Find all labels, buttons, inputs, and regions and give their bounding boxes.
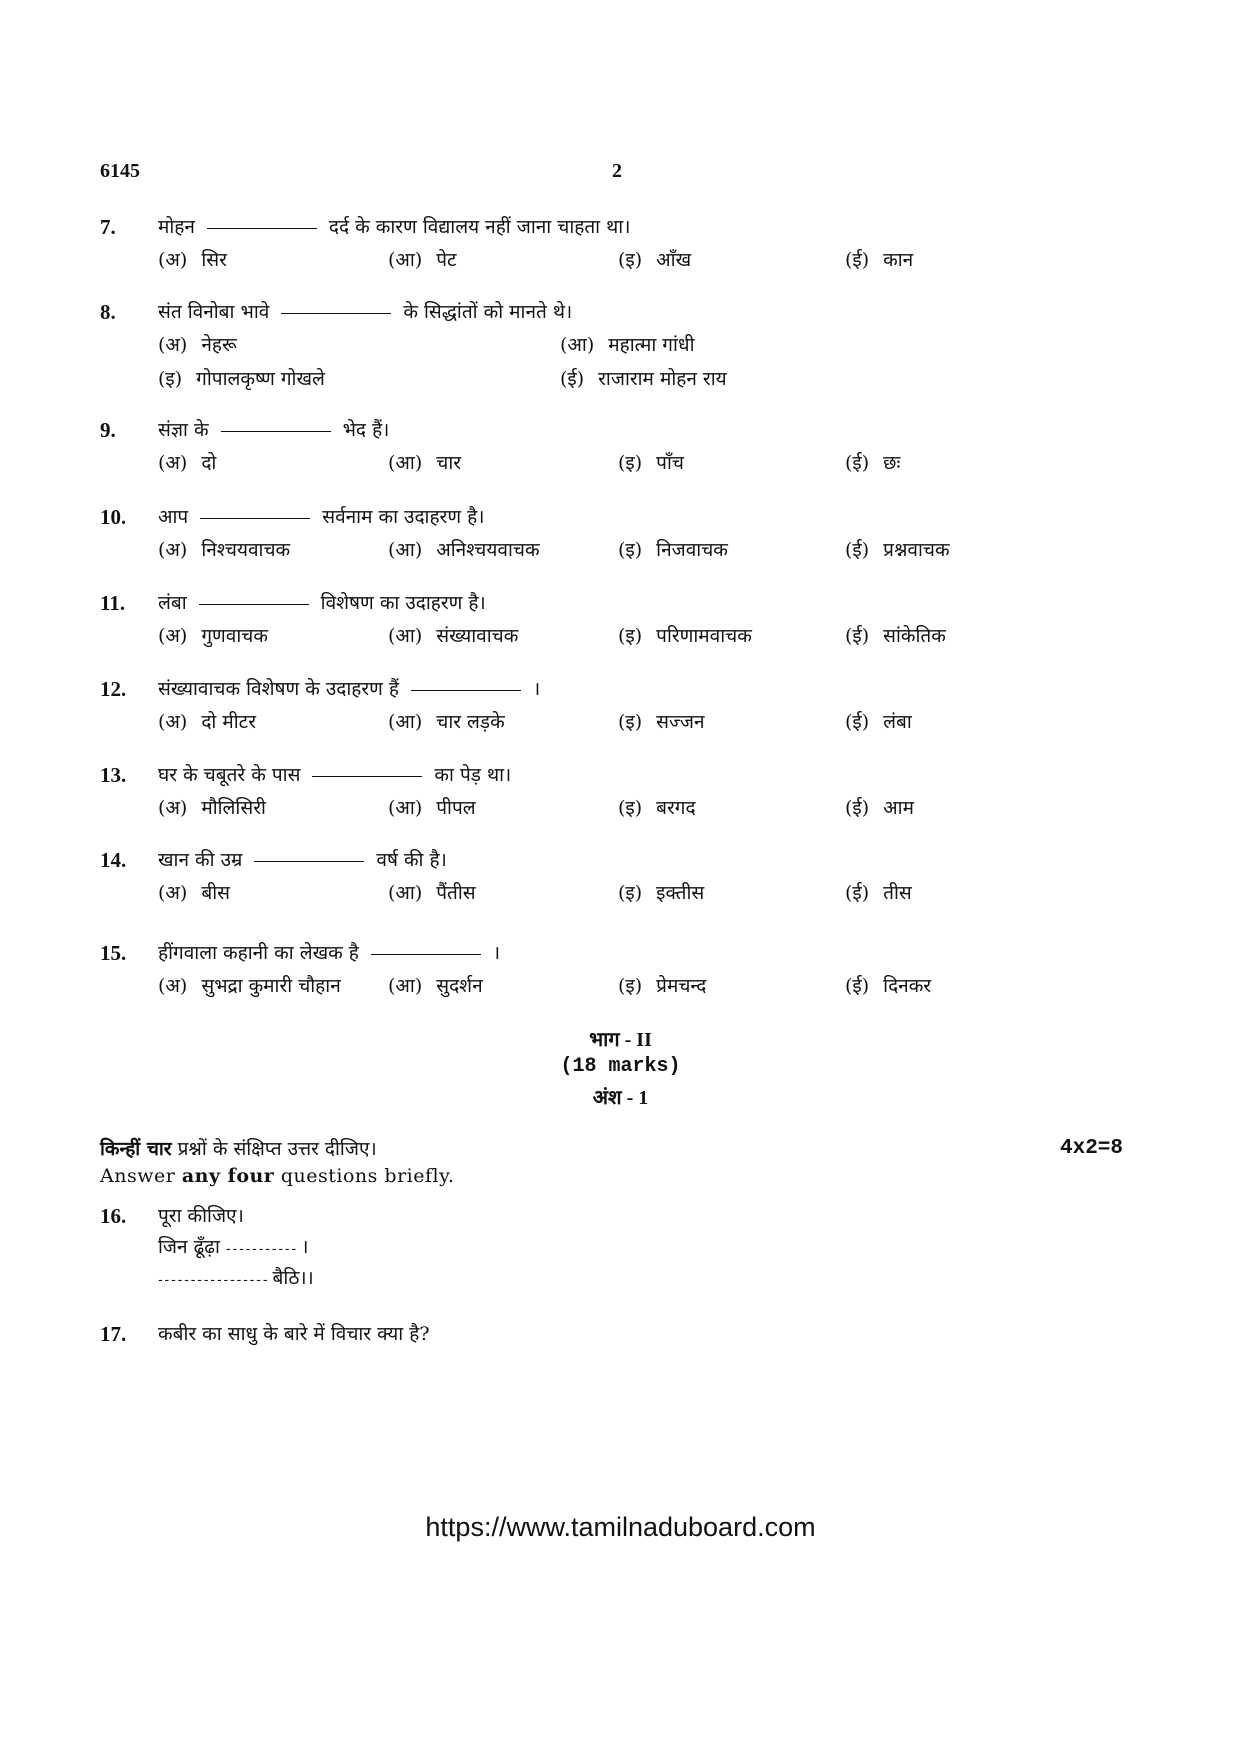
poem-line-2-text: बैठि।। <box>272 1267 314 1289</box>
option <box>158 708 256 734</box>
option-label: (इ) <box>618 625 643 647</box>
option <box>158 449 216 475</box>
answer-blank <box>200 517 310 519</box>
option-text: परिणामवाचक <box>656 625 752 647</box>
option-text: राजाराम मोहन राय <box>598 368 727 390</box>
answer-blank <box>221 430 331 432</box>
poem-line-1-dashes: - - - - - - - - - - - <box>225 1240 296 1256</box>
option <box>618 708 705 734</box>
option-label: (अ) <box>158 334 188 356</box>
option <box>158 365 325 391</box>
option <box>158 972 341 998</box>
question-text-before-blank: संत विनोबा भावे <box>158 301 270 323</box>
option-label: (आ) <box>388 975 423 997</box>
option-text: चार <box>436 452 462 474</box>
option-label: (आ) <box>388 452 423 474</box>
option-label: (अ) <box>158 625 188 647</box>
option <box>845 536 950 562</box>
option <box>388 449 461 475</box>
page-number: 2 <box>612 160 622 182</box>
question-number: 8. <box>100 300 116 324</box>
question-text <box>158 213 630 239</box>
part-title: भाग - II <box>589 1029 652 1051</box>
option-label: (इ) <box>618 452 643 474</box>
question-text-after-blank: भेद हैं। <box>342 419 390 441</box>
option <box>388 972 483 998</box>
option <box>618 972 706 998</box>
instruction-en-bold: any four <box>181 1165 275 1187</box>
option-label: (आ) <box>388 711 423 733</box>
option-text: संख्यावाचक <box>436 625 519 647</box>
option-label: (आ) <box>388 249 423 271</box>
option-label: (अ) <box>158 882 188 904</box>
instruction-english <box>100 1165 454 1187</box>
option-label: (ई) <box>845 452 870 474</box>
question-text-before-blank: संज्ञा के <box>158 419 209 441</box>
paper-code: 6145 <box>100 160 140 182</box>
option <box>845 972 931 998</box>
option-text: पाँच <box>656 452 684 474</box>
question-number: 12. <box>100 677 127 701</box>
option <box>618 246 691 272</box>
option-text: चार लड़के <box>436 711 505 733</box>
option-label: (ई) <box>845 882 870 904</box>
poem-line-1-text: जिन ढूँढ़ा <box>158 1236 220 1258</box>
poem-line-1-end: । <box>301 1236 309 1258</box>
question-text: पूरा कीजिए। <box>158 1205 244 1227</box>
option <box>388 794 476 820</box>
option <box>388 246 457 272</box>
poem-line-1 <box>158 1233 308 1259</box>
option-text: इक्तीस <box>656 882 705 904</box>
option <box>158 331 237 357</box>
option-label: (अ) <box>158 797 188 819</box>
question-number: 13. <box>100 763 127 787</box>
option <box>388 879 476 905</box>
option-label: (अ) <box>158 452 188 474</box>
instruction-en-post: questions briefly. <box>280 1165 455 1187</box>
question-text <box>158 416 389 442</box>
option-text: प्रश्नवाचक <box>883 539 950 561</box>
option-text: गोपालकृष्ण गोखले <box>196 368 325 390</box>
option <box>158 536 290 562</box>
option-label: (इ) <box>618 975 643 997</box>
question-text-after-blank: सर्वनाम का उदाहरण है। <box>322 506 485 528</box>
option <box>158 794 266 820</box>
poem-line-2 <box>158 1264 314 1290</box>
option-label: (आ) <box>388 539 423 561</box>
option-label: (ई) <box>560 368 585 390</box>
question-text-after-blank: के सिद्धांतों को मानते थे। <box>403 301 573 323</box>
option <box>618 794 696 820</box>
option-text: गुणवाचक <box>201 625 268 647</box>
option-text: बीस <box>201 882 230 904</box>
question-text <box>158 761 511 787</box>
option-label: (आ) <box>388 797 423 819</box>
option-text: आम <box>883 797 914 819</box>
option-text: सज्जन <box>656 711 705 733</box>
option-label: (अ) <box>158 975 188 997</box>
option-text: दिनकर <box>883 975 932 997</box>
option <box>388 622 518 648</box>
option-text: सिर <box>201 249 227 271</box>
option <box>845 622 946 648</box>
answer-blank <box>199 603 309 605</box>
answer-blank <box>312 775 422 777</box>
option-text: निजवाचक <box>656 539 728 561</box>
answer-blank <box>207 227 317 229</box>
option <box>158 246 227 272</box>
question-text-after-blank: । <box>533 678 541 700</box>
question-text-after-blank: वर्ष की है। <box>376 849 447 871</box>
option <box>560 331 695 357</box>
question-text <box>158 589 486 615</box>
question-text-before-blank: मोहन <box>158 216 195 238</box>
answer-blank <box>281 312 391 314</box>
option-text: बरगद <box>656 797 696 819</box>
question-number: 16. <box>100 1204 127 1228</box>
instruction-hindi-rest: प्रश्नों के संक्षिप्त उत्तर दीजिए। <box>177 1138 377 1160</box>
option <box>845 794 914 820</box>
option-label: (इ) <box>618 882 643 904</box>
option <box>158 879 230 905</box>
option-label: (ई) <box>845 539 870 561</box>
option <box>845 449 900 475</box>
option <box>845 879 912 905</box>
option-label: (इ) <box>618 797 643 819</box>
answer-blank <box>411 689 521 691</box>
section-title: अंश - 1 <box>592 1087 649 1109</box>
option-label: (ई) <box>845 625 870 647</box>
option-text: निश्चयवाचक <box>201 539 291 561</box>
question-text-before-blank: घर के चबूतरे के पास <box>158 764 301 786</box>
option <box>618 879 704 905</box>
option-text: छः <box>883 452 901 474</box>
option-label: (इ) <box>618 711 643 733</box>
option-label: (ई) <box>845 711 870 733</box>
question-text-after-blank: दर्द के कारण विद्यालय नहीं जाना चाहता था। <box>328 216 631 238</box>
question-text-before-blank: संख्यावाचक विशेषण के उदाहरण हैं <box>158 678 400 700</box>
marks-scheme: 4x2=8 <box>1060 1137 1124 1160</box>
option-text: नेहरू <box>201 334 237 356</box>
option-text: सुदर्शन <box>436 975 483 997</box>
option-text: तीस <box>883 882 912 904</box>
option <box>388 536 540 562</box>
answer-blank <box>371 953 481 955</box>
question-number: 17. <box>100 1322 127 1346</box>
question-text-before-blank: लंबा <box>158 592 187 614</box>
option-text: प्रेमचन्द <box>656 975 707 997</box>
option-text: सुभद्रा कुमारी चौहान <box>201 975 341 997</box>
option-label: (ई) <box>845 249 870 271</box>
option-label: (इ) <box>618 249 643 271</box>
question-text-before-blank: आप <box>158 506 189 528</box>
instruction-en-pre: Answer <box>100 1165 176 1187</box>
option-label: (इ) <box>158 368 183 390</box>
option <box>388 708 505 734</box>
option-text: महात्मा गांधी <box>608 334 695 356</box>
option-label: (आ) <box>560 334 595 356</box>
instruction-hindi <box>100 1135 377 1161</box>
option-text: पेट <box>436 249 457 271</box>
option-label: (अ) <box>158 711 188 733</box>
option-text: कान <box>883 249 914 271</box>
option-label: (अ) <box>158 249 188 271</box>
question-text <box>158 298 572 324</box>
question-number: 14. <box>100 848 127 872</box>
option <box>845 708 912 734</box>
option-label: (आ) <box>388 625 423 647</box>
footer-url[interactable]: https://www.tamilnaduboard.com <box>425 1512 816 1542</box>
question-text <box>158 846 447 872</box>
question-text-before-blank: खान की उम्र <box>158 849 243 871</box>
option-text: दो मीटर <box>201 711 257 733</box>
option-text: पैंतीस <box>436 882 476 904</box>
option-label: (इ) <box>618 539 643 561</box>
question-number: 11. <box>100 591 126 615</box>
option-label: (अ) <box>158 539 188 561</box>
option <box>560 365 727 391</box>
option <box>845 246 913 272</box>
option <box>158 622 268 648</box>
poem-line-2-dashes: - - - - - - - - - - - - - - - - - <box>158 1271 267 1287</box>
option-text: आँख <box>656 249 692 271</box>
question-text-after-blank: विशेषण का उदाहरण है। <box>320 592 486 614</box>
question-text-before-blank: हींगवाला कहानी का लेखक है <box>158 942 359 964</box>
option-text: लंबा <box>883 711 912 733</box>
option-text: मौलिसिरी <box>201 797 266 819</box>
question-text-after-blank: का पेड़ था। <box>434 764 512 786</box>
option-text: दो <box>201 452 217 474</box>
question-text <box>158 675 540 701</box>
question-text-after-blank: । <box>492 942 501 964</box>
question-text <box>158 939 500 965</box>
option <box>618 449 684 475</box>
option-label: (आ) <box>388 882 423 904</box>
instruction-hindi-bold: किन्हीं चार <box>100 1138 172 1160</box>
answer-blank <box>254 860 364 862</box>
question-number: 10. <box>100 505 127 529</box>
option <box>618 536 728 562</box>
option-label: (ई) <box>845 975 870 997</box>
question-number: 9. <box>100 418 116 442</box>
option-text: अनिश्चयवाचक <box>436 539 540 561</box>
question-number: 7. <box>100 215 116 239</box>
question-number: 15. <box>100 941 127 965</box>
part-marks: (18 marks) <box>560 1055 681 1078</box>
option-text: सांकेतिक <box>883 625 946 647</box>
question-text: कबीर का साधु के बारे में विचार क्या है? <box>158 1323 430 1345</box>
option-text: पीपल <box>436 797 476 819</box>
option-label: (ई) <box>845 797 870 819</box>
question-text <box>158 503 484 529</box>
option <box>618 622 752 648</box>
